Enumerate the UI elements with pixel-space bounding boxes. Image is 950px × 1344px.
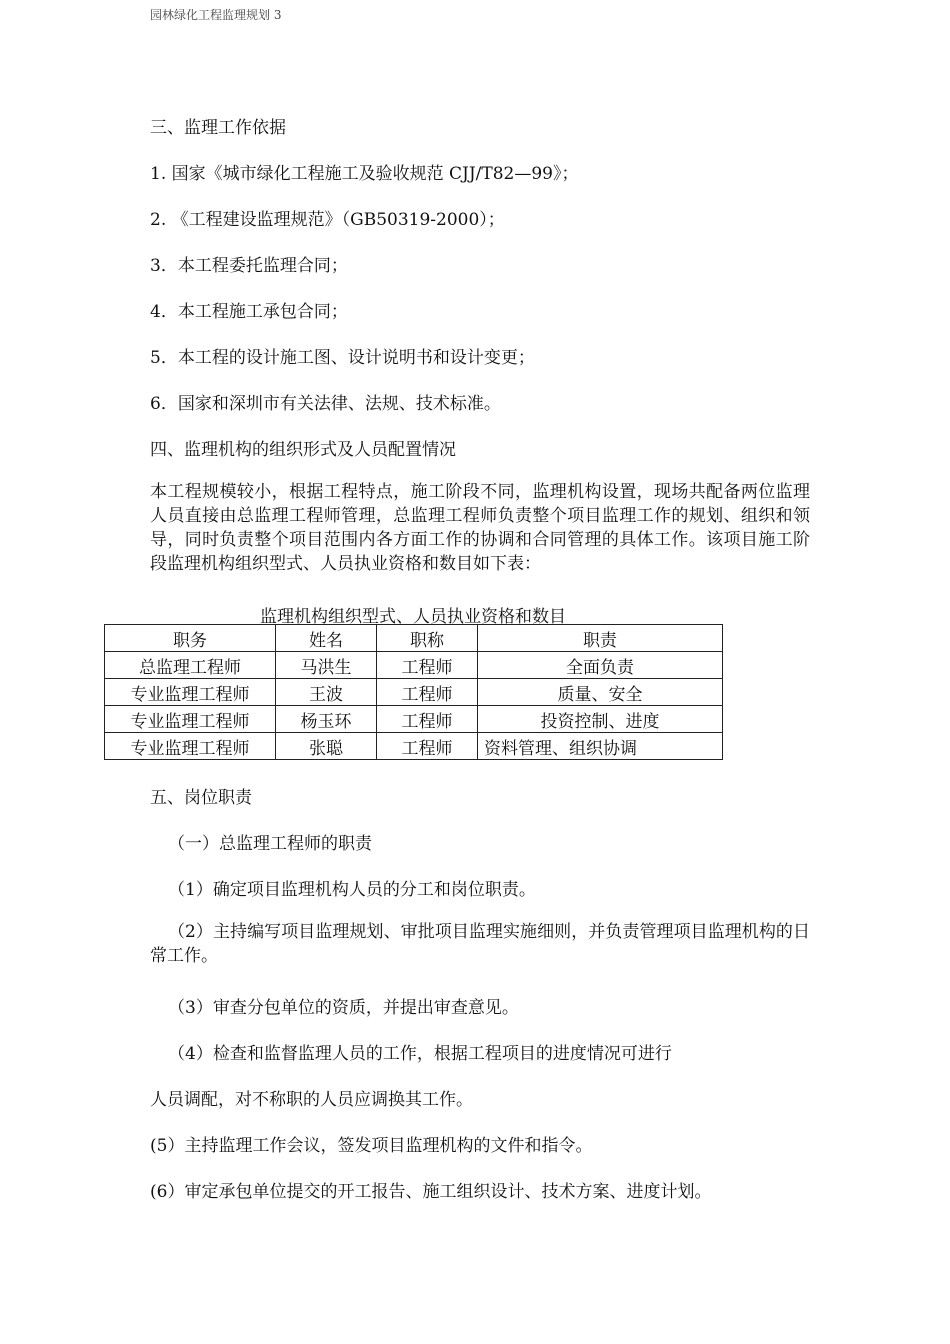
table-row bbox=[105, 706, 723, 733]
cell-duty: 资料管理、组织协调 bbox=[478, 733, 723, 760]
cell-duty: 投资控制、进度 bbox=[478, 706, 723, 733]
section-5-subheading: （一）总监理工程师的职责 bbox=[168, 834, 372, 854]
basis-item-6: 6．国家和深圳市有关法律、法规、技术标准。 bbox=[150, 394, 501, 414]
table-row bbox=[105, 652, 723, 679]
basis-item-4: 4．本工程施工承包合同； bbox=[150, 302, 348, 322]
duty-item-5: (5）主持监理工作会议，签发项目监理机构的文件和指令。 bbox=[150, 1136, 593, 1156]
section-4-paragraph: 本工程规模较小，根据工程特点，施工阶段不同，监理机构设置，现场共配备两位监理人员直接由总监理工程师管理，总监理工程师负责整个项目监理工作的规划、组织和领导，同时负责整个项目范围内各方面工作的协调和合同管理的具体工作。该项目施工阶段监理机构组织型式、人员执业资格和数目如下表： bbox=[150, 482, 810, 574]
cell-position: 总监理工程师 bbox=[105, 652, 276, 679]
duty-item-6: (6）审定承包单位提交的开工报告、施工组织设计、技术方案、进度计划。 bbox=[150, 1182, 712, 1202]
basis-item-3: 3．本工程委托监理合同； bbox=[150, 256, 348, 276]
duty-item-4-line-1: （4）检查和监督监理人员的工作，根据工程项目的进度情况可进行 bbox=[168, 1044, 672, 1064]
basis-item-1: 1. 国家《城市绿化工程施工及验收规范 CJJ/T82—99》； bbox=[150, 164, 579, 184]
cell-position: 专业监理工程师 bbox=[105, 706, 276, 733]
table-row bbox=[105, 679, 723, 706]
staff-table bbox=[104, 624, 723, 760]
header-position: 职务 bbox=[105, 625, 276, 652]
duty-item-1: （1）确定项目监理机构人员的分工和岗位职责。 bbox=[168, 880, 536, 900]
cell-position: 专业监理工程师 bbox=[105, 733, 276, 760]
duty-item-4-line-2: 人员调配，对不称职的人员应调换其工作。 bbox=[150, 1090, 473, 1110]
basis-item-5: 5．本工程的设计施工图、设计说明书和设计变更； bbox=[150, 348, 535, 368]
table-row bbox=[105, 733, 723, 760]
cell-title: 工程师 bbox=[377, 706, 478, 733]
section-4-heading: 四、监理机构的组织形式及人员配置情况 bbox=[150, 440, 456, 460]
basis-item-2: 2. 《工程建设监理规范》（GB50319-2000）； bbox=[150, 210, 505, 230]
section-5-heading: 五、岗位职责 bbox=[150, 788, 252, 808]
table-caption: 监理机构组织型式、人员执业资格和数目 bbox=[260, 607, 566, 627]
table-header-row bbox=[105, 625, 723, 652]
section-3-heading: 三、监理工作依据 bbox=[150, 118, 286, 138]
duty-item-2: （2）主持编写项目监理规划、审批项目监理实施细则，并负责管理项目监理机构的日常工作。 bbox=[150, 922, 810, 966]
cell-name: 张聪 bbox=[276, 733, 377, 760]
cell-position: 专业监理工程师 bbox=[105, 679, 276, 706]
cell-duty: 全面负责 bbox=[478, 652, 723, 679]
header-name: 姓名 bbox=[276, 625, 377, 652]
page-header: 园林绿化工程监理规划 3 bbox=[150, 8, 282, 22]
cell-duty: 质量、安全 bbox=[478, 679, 723, 706]
header-duty: 职责 bbox=[478, 625, 723, 652]
cell-name: 王波 bbox=[276, 679, 377, 706]
header-title: 职称 bbox=[377, 625, 478, 652]
cell-title: 工程师 bbox=[377, 652, 478, 679]
cell-name: 杨玉环 bbox=[276, 706, 377, 733]
cell-title: 工程师 bbox=[377, 679, 478, 706]
cell-name: 马洪生 bbox=[276, 652, 377, 679]
duty-item-3: （3）审查分包单位的资质，并提出审查意见。 bbox=[168, 998, 519, 1018]
cell-title: 工程师 bbox=[377, 733, 478, 760]
